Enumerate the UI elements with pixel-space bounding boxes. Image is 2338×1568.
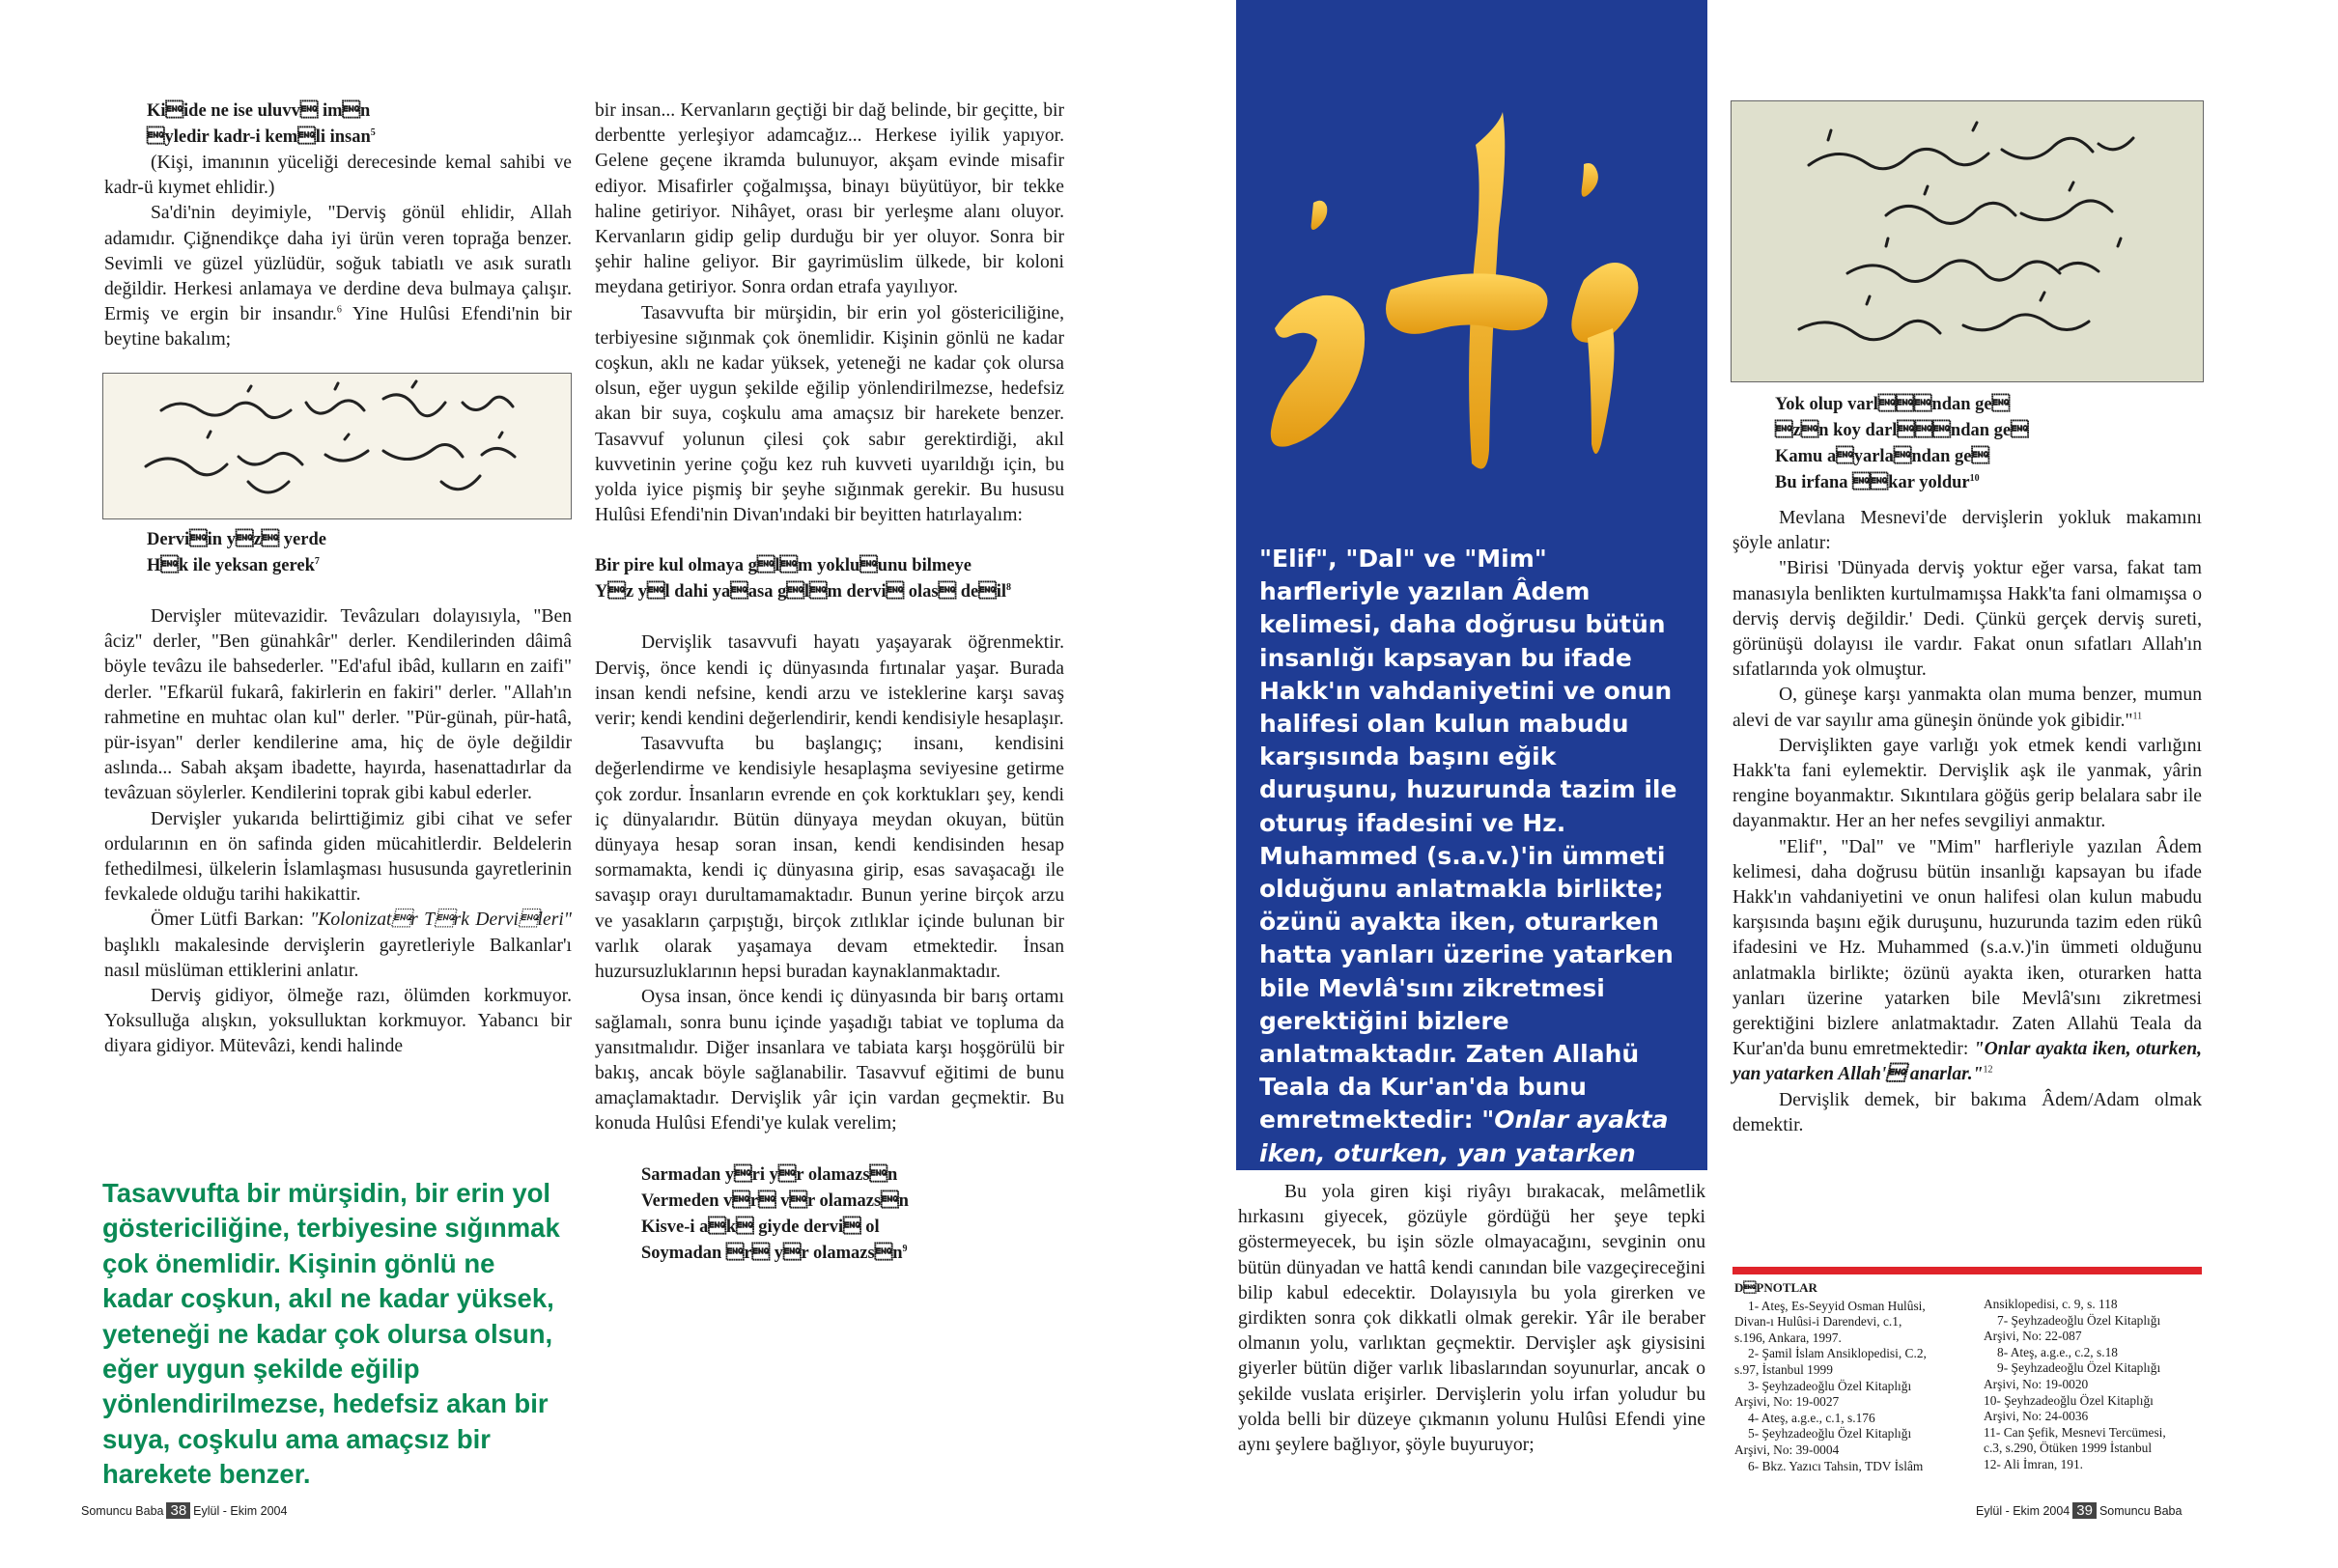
- paragraph: Dervişler yukarıda belirttiğimiz gibi cihat ve sefer ordularının en ön safinda giden mücahitlerdir. Beldelerin fethedilmesi, ülkelerin İslamlaşması hususunda gayretlerinin fevkalede olduğu tarihi hakikattir.: [104, 808, 572, 906]
- paragraph: Dervişlik tasavvufi hayatı yaşayarak öğrenmektir. Derviş, önce kendi iç dünyasında fırtınalar yaşar. Burada insan kendi nefsine, kendi arzu ve isteklerine karşı savaş verir; kendi kendini değerlendirir, kendi kendisiyle hesaplaşır.: [595, 632, 1064, 730]
- footnote-ref: 12: [1983, 1064, 1993, 1076]
- magazine-name: Somuncu Baba: [81, 1504, 164, 1518]
- footnote-line: 1- Ateş, Es-Seyyid Osman Hulûsi,: [1748, 1298, 1926, 1313]
- blue-feature-box: [1236, 0, 1707, 1170]
- verse-line: Kiide ne ise uluvv imn: [147, 101, 371, 121]
- footnote-line: Divan-ı Hulûsi-i Darendevi, c.1,: [1734, 1314, 1902, 1330]
- footnote-rule: [1732, 1267, 2202, 1274]
- verse-line: Bu irfana kar yoldur: [1775, 473, 1970, 492]
- verse-line: Hk ile yeksan gerek: [147, 556, 315, 575]
- verse-line: Kamu ayarlandan ge: [1775, 447, 1990, 466]
- paragraph: Oysa insan, önce kendi iç dünyasında bir barış ortamı sağlamalı, sonra bunu içinde yaşadığı tabiat ve topluma da yansıtmalıdır. Diğer insanlara ve tabiata karşı hoşgörülü bir bakış, ancak böyle sağlanabilir. Tasavvuf eğitimi de bunu amaçlamaktadır. Dervişlik yâr için vardan geçmektir. Bu konuda Hulûsi Efendi'ye kulak verelim;: [595, 987, 1064, 1134]
- article-title: "Kolonizatr Trk Dervileri": [310, 910, 572, 931]
- quran-quote: "Onlar ayakta iken, oturken, yan yatarken: [1259, 1106, 1669, 1167]
- footnote-ref: 6: [336, 304, 342, 316]
- footnote-ref: 9: [902, 1243, 908, 1254]
- magazine-name: Somuncu Baba: [2099, 1504, 2183, 1518]
- footnote-line: 12- Ali İmran, 191.: [1984, 1456, 2084, 1471]
- paragraph: Bu yola giren kişi riyâyı bırakacak, melâmetlik hırkasını giyecek, gözüyle gördüğü her şeye tepki göstermeyecek, bu işin sözle olmayacağını, sevginin onu bütün dünyadan ve hattâ kendi canından bile vazgeçireceğini bilip kabul edecektir. Dolayısıyla bu yola girerken ve girdikten sonra çok dikkatli olmak gerekir. Yâr ile beraber olmanın yolu, varlıktan geçmektir. Dervişler aşk giysisini giyerler bütün diğer varlık libaslarından soyunurlar, ancak o şekilde vuslata erişirler. Dervişlerin yolu irfan yoludur bu yolda belli bir düzeye çıkmanın yolunu Hulûsi Efendi yine aynı şeylere bağlıyor, şöyle buyuruyor;: [1238, 1182, 1705, 1456]
- paragraph: Sa'di'nin deyimiyle, "Derviş gönül ehlidir, Allah adamıdır. Çiğnendikçe daha iyi ürün veren toprağa benzer. Sevimli ve güzel yüzlüdür, soğuk tabiatlı ve asık suratlı değildir. Herkesi anlamaya ve derdine deva bulmaya çalışır. Ermiş ve ergin bir insandır.$^6$ Yine Hulûsi Efendi'nin bir beytine bakalım;: [104, 203, 572, 350]
- footnote-ref: 11: [2132, 711, 2143, 722]
- verse-2: [104, 527, 572, 579]
- paragraph: Dervişlik demek, bir bakıma Âdem/Adam olmak demektir.: [1732, 1089, 2202, 1135]
- verse-line: Sarmadan yri yr olamazsn: [641, 1164, 898, 1185]
- paragraph: Derviş gidiyor, ölmeğe razı, ölümden korkmuyor. Yoksulluğa alışkın, yoksulluktan korkmuyor. Yabancı bir diyara gidiyor. Mütevâzi, kendi halinde: [104, 986, 572, 1057]
- quran-quote: "Onlar ayakta iken, oturken, yan yatarken Allah' anarlar.": [1732, 1039, 2202, 1085]
- handwriting-drawing: [1732, 101, 2203, 381]
- verse-line: Soymadan r yr olamazsn: [641, 1243, 903, 1263]
- verse-4: [595, 1162, 1064, 1267]
- paragraph: "Birisi 'Dünyada derviş yoktur eğer varsa, fakat tam manasıyla benlikten kurtulmamışsa Hakk'ta fani olmamışsa o derviş derviş değildir.' Dedi. Çünkü gerçek derviş sureti, görünüşü dolayısı ile vardır. Fakat onun sıfatları Allah'ın sıfatlarında yok olmuştur.: [1732, 558, 2202, 681]
- footnote-line: Arşivi, No: 24-0036: [1984, 1409, 2089, 1424]
- verse-line: yledir kadr-i kemli insan: [147, 127, 371, 147]
- footnote-line: 5- Şeyhzadeoğlu Özel Kitaplığı: [1748, 1426, 1912, 1442]
- footnote-line: 10- Şeyhzadeoğlu Özel Kitaplığı: [1984, 1392, 2154, 1408]
- verse-line: Kisve-i ak giyde dervi ol: [641, 1217, 880, 1237]
- handwritten-manuscript-image-1: [102, 373, 572, 519]
- issue-date: Eylül - Ekim 2004: [1976, 1504, 2070, 1518]
- footnote-line: 8- Ateş, a.g.e., c.2, s.18: [1997, 1344, 2118, 1359]
- footnote-line: 4- Ateş, a.g.e., c.1, s.176: [1748, 1410, 1875, 1425]
- left-column-2: [595, 98, 1064, 1267]
- adem-calligraphy-icon: [1236, 0, 1707, 541]
- footnote-line: c.3, s.290, Ötüken 1999 İstanbul: [1984, 1441, 2153, 1456]
- left-page-footer: [81, 1502, 287, 1519]
- left-column-1: [104, 98, 572, 353]
- paragraph: Tasavvufta bir mürşidin, bir erin yol göstericiliğine, terbiyesine sığınmak çok önemlidir. Kişinin gönlü ne kadar coşkun, aklı ne kadar yüksek, yeteneği ne kadar çok olursa olsun, eğer uygun şekilde eğilip yönlendirilmezse, hedefsiz akan bir suya, coşkulu ama amaçsız bir harekete benzer. Tasavvuf yolunun çilesi çok sabır gerektirdiği, akıl kuvvetinin yerine çoğu kez ruh kuvveti uyarıldığı için, bu yolda iyice pişmiş bir şeyhe sığınmak gerekir. Bu hususu Hulûsi Efendi'nin Divan'ındaki bir beyitten hatırlayalım:: [595, 302, 1064, 526]
- right-column-3: [1238, 1180, 1705, 1458]
- verse-line: Yok olup varlndan ge: [1775, 395, 2011, 414]
- handwritten-manuscript-image-2: [1731, 100, 2204, 382]
- paragraph: Tasavvufta bu başlangıç; insanı, kendisini değerlendirme ve kendisiyle hesaplaşma seviyesine getirme çok zordur. İnsanların evrende en çok korktukları şey, kendi iç dünyalarıdır. Bütün dünyaya meydan okuyan, bütün dünyaya hesap soran insan, kendi kendisinden hesap sormamakta, kendi iç dünyasına girip, esas savaşacağı ile savaşıp orayı durultamamaktadır. Bunun yerine birçok arzu ve yasakların çarpıştığı, birçok zıtlıklar içinde bulunan bir varlık olarak yaşamaya devam etmektedir. İnsan huzursuzluklarının hepsi buradan kaynaklanmaktadır.: [595, 734, 1064, 983]
- paragraph: Dervişler mütevazidir. Tevâzuları dolayısıyla, "Ben âciz" derler, "Ben günahkâr" derler. Kendilerinden dâimâ böyle tevâzu ile bahsederler. "Ed'aful ibâd, kulların en zaifi" derler. "Efkarül fukarâ, fakirlerin en fakiri" derler. "Allah'ın rahmetine en muhtac olan kul" derler. "Pür-günah, pür-hatâ, pür-isyan" derler kendilerine ama, hiç de öyle değildir aslında... Sabah akşam ibadette, hayırda, hasenattadırlar da tevâzuan söylerler. Kendilerini toprak gibi kabul ederler.: [104, 606, 572, 804]
- verse-line: Vermeden vr vr olamazsn: [641, 1190, 909, 1211]
- footnote-ref: 7: [314, 555, 320, 567]
- paragraph: "Elif", "Dal" ve "Mim" harfleriyle yazılan Âdem kelimesi, daha doğrusu bütün insanlığı kapsayan bu ifade Hakk'ın vahdaniyetini ve onun halifesi olan kulun mabudu karşısında başını eğik duruşunu, huzurunda tazim eden rükû ifadesini ve Hz. Muhammed (s.a.v.)'in ümmeti olduğunu anlatmakla birlikte; özünü ayakta iken, oturarken hatta yanları üzerine yatarken bile Mevlâ'sını zikretmesi gerektiğini bizlere anlatmaktadır. Zaten Allahü Teala da Kur'an'da bunu emretmektedir: "Onlar ayakta iken, oturken, yan yatarken Allah' anarlar."$^{12}$: [1732, 836, 2202, 1085]
- footnotes-title: DPNOTLAR: [1734, 1280, 1817, 1295]
- paragraph: bir insan... Kervanların geçtiği bir dağ belinde, bir geçitte, bir derbentte yerleşiyor adamcağız... Herkese iyilik yapıyor. Gelene geçene ikramda bulunuyor, akşam evinde misafir ediyor. Misafirler çoğalmışsa, binayı büyütüyor, bir tekke haline getiriyor. Nihâyet, orası bir yerleşme alanı oluyor. Kervanların gidip gelip durduğu bir yer oluyor. Sonra bir şehir haline geliyor. Bir gayrimüslim ülkede, bir koloni meydana getiriyor. Sonra ordan etrafa yayılıyor.: [595, 100, 1064, 298]
- paragraph: Mevlana Mesnevi'de dervişlerin yokluk makamını şöyle anlatır:: [1732, 508, 2202, 554]
- page-number: 38: [166, 1502, 190, 1519]
- footnote-line: Arşivi, No: 19-0020: [1984, 1376, 2089, 1391]
- footnote-line: Ansiklopedisi, c. 9, s. 118: [1984, 1297, 2118, 1311]
- verse-line: Bir pire kul olmaya glm yokluunu bilmeye: [595, 556, 972, 576]
- verse-line: zn koy darlndan ge: [1775, 421, 2029, 440]
- blue-box-text: "Elif", "Dal" ve "Mim" harfleriyle yazılan Âdem kelimesi, daha doğrusu bütün insanlığı kapsayan bu ifade Hakk'ın vahdaniyetini ve onun halifesi olan kulun mabudu karşısında başını eğik duruşunu, huzurunda tazim ile oturuş ifadesini ve Hz. Muhammed (s.a.v.)'in ümmeti olduğunu anlatmakla birlikte; özünü ayakta iken, oturarken hatta yanları üzerine yatarken bile Mevlâ'sını zikretmesi gerektiğini bizlere anlatmaktadır. Zaten Allahü Teala da Kur'an'da bunu emretmektedir: "Onlar ayakta iken, oturken, yan yatarken: [1259, 543, 1692, 1170]
- footnote-ref: 5: [370, 126, 376, 138]
- left-column-1-lower: [104, 527, 572, 1060]
- verse-line: Derviin yz yerde: [147, 530, 326, 549]
- paragraph: Dervişlikten gaye varlığı yok etmek kendi varlığını Hakk'ta fani eylemektir. Dervişlik aşk ile yanmak, yârin rengine boyanmaktır. Sıkıntılara göğüs gerip belalara sabr ile dayanmaktır. Her an her nefes sevgiliyi anmaktır.: [1732, 735, 2202, 832]
- footnote-line: Arşivi, No: 19-0027: [1734, 1394, 1840, 1410]
- footnote-line: Arşivi, No: 39-0004: [1734, 1442, 1840, 1457]
- footnote-line: s.196, Ankara, 1997.: [1734, 1330, 1842, 1345]
- footnote-ref: 8: [1006, 582, 1012, 594]
- issue-date: Eylül - Ekim 2004: [193, 1504, 288, 1518]
- right-column-4: [1732, 392, 2202, 1138]
- verse-3: [595, 553, 1064, 605]
- paragraph: Ömer Lütfi Barkan: "Kolonizatr Trk Dervileri" başlıklı makalesinde dervişlerin gayretleriyle Balkanlar'ı nasıl müslüman ettiklerini anlatır.: [104, 910, 572, 981]
- verse-5: [1732, 392, 2202, 496]
- footnote-line: s.97, İstanbul 1999: [1734, 1361, 1833, 1377]
- footnote-line: 7- Şeyhzadeoğlu Özel Kitaplığı: [1997, 1312, 2161, 1328]
- paragraph: (Kişi, imanının yüceliği derecesinde kemal sahibi ve kadr-ü kıymet ehlidir.): [104, 153, 572, 199]
- paragraph: O, güneşe karşı yanmakta olan muma benzer, mumun alevi de var sayılır ama güneşin önünde yok gibidir."$^{11}$: [1732, 685, 2202, 731]
- footnote-ref: 10: [1969, 472, 1980, 484]
- right-page-footer: [1976, 1502, 2182, 1519]
- footnote-line: 9- Şeyhzadeoğlu Özel Kitaplığı: [1997, 1360, 2161, 1376]
- verse-1: [104, 98, 572, 151]
- page-number: 39: [2072, 1502, 2097, 1519]
- handwriting-drawing: [103, 374, 571, 518]
- pull-quote: Tasavvufta bir mürşidin, bir erin yol göstericiliğine, terbiyesine sığınmak çok önemlidir. Kişinin gönlü ne kadar coşkun, akıl ne kadar yüksek, yeteneği ne kadar çok olursa olsun, eğer uygun şekilde eğilip yönlendirilmezse, hedefsiz akan bir suya, coşkulu ama amaçsız bir harekete benzer.: [102, 1178, 560, 1490]
- verse-line: Yz yl dahi yaasa glm dervi olas deil: [595, 582, 1007, 602]
- footnote-line: 3- Şeyhzadeoğlu Özel Kitaplığı: [1748, 1378, 1912, 1393]
- footnote-line: 2- Şamil İslam Ansiklopedisi, C.2,: [1748, 1346, 1927, 1361]
- footnote-line: 6- Bkz. Yazıcı Tahsin, TDV İslâm: [1748, 1458, 1924, 1473]
- footnote-line: 11- Can Şefik, Mesnevi Tercümesi,: [1984, 1424, 2166, 1440]
- footnote-line: Arşivi, No: 22-087: [1984, 1329, 2082, 1344]
- footnotes-left: [1734, 1280, 1970, 1474]
- footnotes-right: [1984, 1297, 2202, 1473]
